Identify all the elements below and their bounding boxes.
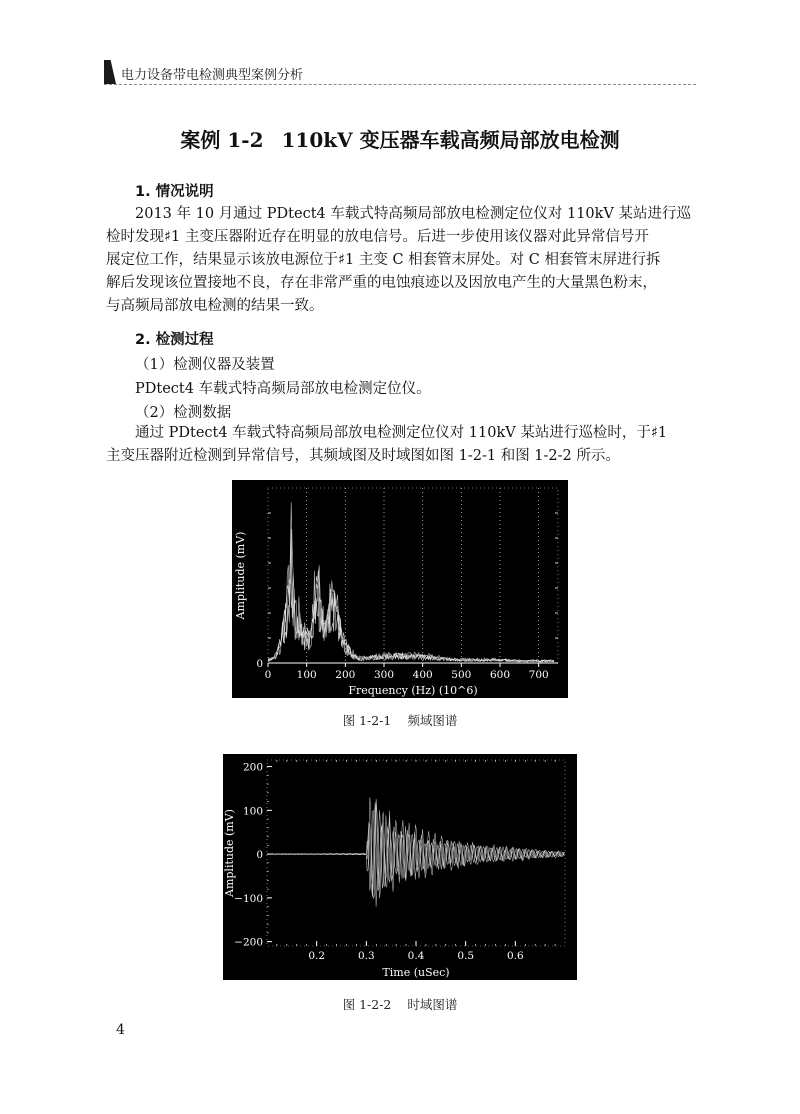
x-tick-label: 500 [451,669,472,681]
spectrum-trace [268,566,554,662]
paragraph-line: 展定位工作，结果显示该放电源位于♯1 主变 C 相套管末屏处。对 C 相套管末屏进行拆 [106,252,661,268]
x-axis-label: Time (uSec) [382,966,450,979]
page-number: 4 [116,1022,125,1038]
paragraph-line: 2013 年 10 月通过 PDtect4 车载式特高频局部放电检测定位仪对 110kV 某站进行巡 [135,206,692,222]
y-tick-label: −200 [234,936,263,949]
y-tick-label: −100 [234,892,263,905]
figure-caption-1 [0,711,800,729]
data-paragraph [106,422,696,468]
x-tick-label: 200 [335,669,356,681]
x-tick-label: 300 [373,669,395,681]
header-marker [104,60,116,84]
situation-paragraph [106,203,696,318]
waveform-trace [267,805,565,896]
paragraph-line: 与高频局部放电检测的结果一致。 [106,298,324,314]
x-tick-label: 100 [296,669,317,681]
y-axis-label: Amplitude (mV) [223,809,236,897]
case-name: 110kV 变压器车载高频局部放电检测 [281,128,620,152]
x-tick-label: 0.4 [407,950,425,962]
case-number: 案例 1-2 [180,128,264,152]
waveform-trace [267,797,565,898]
section-heading-situation: 1. 情况说明 [135,184,214,200]
paragraph-line: 通过 PDtect4 车载式特高频局部放电检测定位仪对 110kV 某站进行巡检时，于♯1 [135,425,668,441]
figure-number: 图 1-2-2 [342,997,392,1012]
x-tick-label: 0 [264,669,272,681]
case-title [0,124,800,153]
x-tick-label: 0.3 [357,950,375,962]
frequency-spectrum-figure [232,480,568,698]
time-domain-figure [223,754,577,980]
figure-title: 时域图谱 [407,997,458,1012]
spectrum-trace [268,529,554,662]
figure-number: 图 1-2-1 [342,713,392,728]
figure-caption-2 [0,995,800,1013]
paragraph-line: 解后发现该位置接地不良，存在非常严重的电蚀痕迹以及因放电产生的大量黑色粉末， [106,275,657,291]
spectrum-trace [268,534,554,663]
x-tick-label: 600 [489,669,511,681]
header-rule [104,84,696,85]
y-tick-label: 100 [242,805,263,818]
y-axis-label: Amplitude (mV) [234,531,247,620]
y-tick-label: 200 [242,761,263,774]
section-heading-process: 2. 检测过程 [135,332,214,348]
x-tick-label: 0.5 [457,950,475,962]
time-domain-chart [223,754,577,980]
x-tick-label: 400 [412,669,433,681]
y-tick-label: 0 [256,658,263,670]
x-axis-label: Frequency (Hz) (10^6) [348,684,478,697]
subheading-instrument: （1）检测仪器及装置 [135,357,275,373]
x-tick-label: 0.2 [308,950,326,962]
figure-title: 频域图谱 [407,713,458,728]
x-tick-label: 700 [528,669,549,681]
instrument-text: PDtect4 车载式特高频局部放电检测定位仪。 [135,381,431,397]
frequency-spectrum-chart [232,480,568,698]
subheading-data: （2）检测数据 [135,405,232,421]
paragraph-line: 主变压器附近检测到异常信号，其频域图及时域图如图 1-2-1 和图 1-2-2 所示。 [106,448,620,464]
x-tick-label: 0.6 [506,950,524,962]
y-tick-label: 0 [256,849,263,862]
running-header: 电力设备带电检测典型案例分析 [121,68,304,83]
paragraph-line: 检时发现♯1 主变压器附近存在明显的放电信号。后进一步使用该仪器对此异常信号开 [106,229,649,245]
